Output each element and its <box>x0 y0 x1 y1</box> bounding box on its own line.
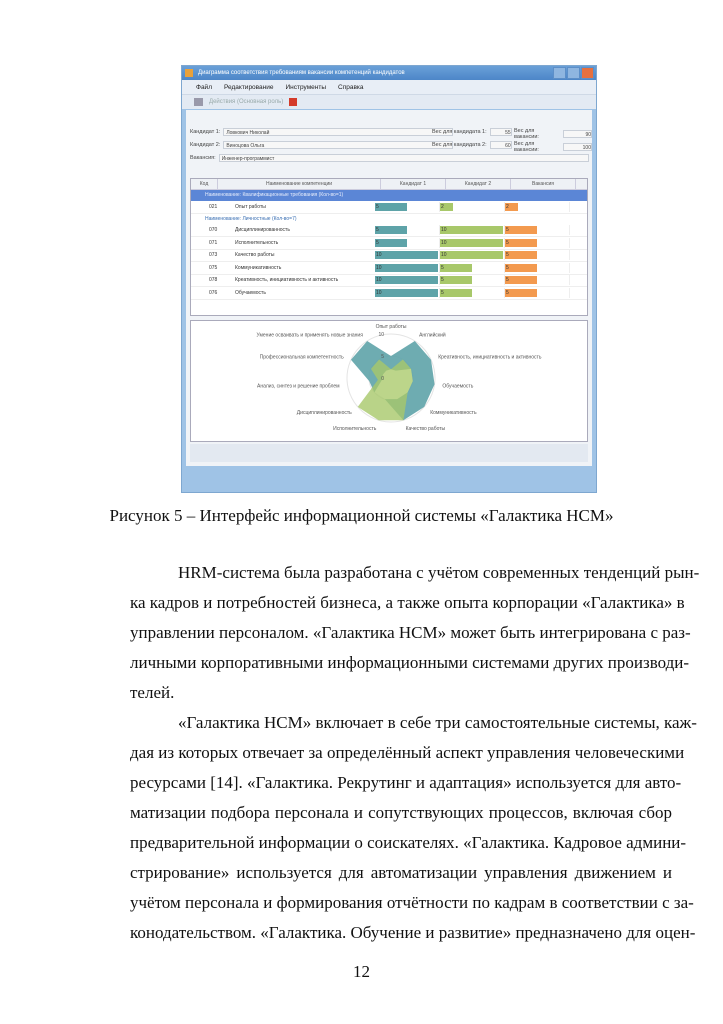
vacancy-field[interactable]: Инженер-программист <box>219 154 589 162</box>
value-bar-c1: 5 <box>375 226 407 234</box>
table-row[interactable] <box>191 237 587 250</box>
candidate2-label: Кандидат 2: <box>190 142 221 148</box>
cell-name: Коммуникативность <box>235 264 282 271</box>
cell-name: Опыт работы <box>235 203 266 210</box>
cell-code: 073 <box>209 252 218 259</box>
cell-code: 078 <box>209 277 218 284</box>
vacancy-weight2-field[interactable]: 100 <box>563 143 592 151</box>
value-bar-c1: 10 <box>375 264 438 272</box>
cell-name: Дисциплинированность <box>235 227 290 234</box>
value-bar-c2: 10 <box>440 239 503 247</box>
text-line: дая из которых отвечает за определённый аспект управления человеческими <box>130 743 685 762</box>
status-bar <box>190 444 588 462</box>
value-bar-c2: 10 <box>440 226 503 234</box>
cell-code: 071 <box>209 239 218 246</box>
value-bar-c1: 5 <box>375 203 407 211</box>
weight1-field[interactable]: 55 <box>490 128 512 136</box>
value-bar-v: 5 <box>505 264 537 272</box>
window-titlebar <box>182 66 596 80</box>
text-line: управлении персоналом. «Галактика HCM» может быть интегрирована с раз- <box>130 623 691 642</box>
value-bar-v: 5 <box>505 251 537 259</box>
value-bar-v: 5 <box>505 276 537 284</box>
text-line: ресурсами [14]. «Галактика. Рекрутинг и адаптация» используется для авто- <box>130 773 682 792</box>
radar-axis-label: Исполнительность <box>333 425 377 432</box>
radar-axis-label: Анализ, синтез и решение проблем <box>256 383 340 390</box>
cell-code: 021 <box>209 203 218 210</box>
menu-help[interactable]: Справка <box>338 83 364 91</box>
table-row[interactable] <box>191 262 587 275</box>
weight2-field[interactable]: 60 <box>490 141 512 149</box>
table-row[interactable] <box>191 275 587 288</box>
radar-axis-label: Качество работы <box>405 425 446 432</box>
cell-name: Исполнительность <box>235 239 279 246</box>
col-candidate2[interactable]: Кандидат 2 <box>446 179 511 189</box>
radar-axis-label: Коммуникативность <box>430 410 477 417</box>
vacancy-weight1-field[interactable]: 90 <box>563 130 592 138</box>
cell-code: 070 <box>209 227 218 234</box>
menu-tools[interactable]: Инструменты <box>285 83 327 91</box>
cell-code: 075 <box>209 264 218 271</box>
paragraph-1 <box>130 558 700 708</box>
value-bar-c2: 5 <box>440 289 472 297</box>
radar-axis-label: Умение осваивать и применять новые знания <box>256 332 363 339</box>
radar-tick-label: 10 <box>378 332 384 338</box>
print-icon[interactable] <box>194 98 203 106</box>
figure-caption: Рисунок 5 – Интерфейс информационной системы «Галактика HCM» <box>109 506 614 525</box>
value-bar-c2: 5 <box>440 264 472 272</box>
radar-axis-label: Дисциплинированность <box>296 410 352 417</box>
table-row[interactable] <box>191 287 587 300</box>
value-bar-c1: 10 <box>375 251 438 259</box>
group-row[interactable]: Наименование: Квалификационные требования (Кол-во=1) <box>191 190 587 201</box>
value-bar-v: 5 <box>505 239 537 247</box>
value-bar-c2: 2 <box>440 203 453 211</box>
radar-tick-label: 0 <box>381 376 384 382</box>
candidate1-label: Кандидат 1: <box>190 129 221 135</box>
cell-code: 076 <box>209 289 218 296</box>
radar-axis-label: Английский <box>419 332 446 339</box>
radar-axis-label: Креативность, инициативность и активность <box>438 354 542 361</box>
radar-chart <box>190 320 588 442</box>
app-icon <box>185 69 193 77</box>
col-candidate1[interactable]: Кандидат 1 <box>381 179 446 189</box>
delete-icon[interactable] <box>289 98 297 106</box>
minimize-button[interactable] <box>553 67 566 79</box>
menu-edit[interactable]: Редактирование <box>223 83 274 91</box>
radar-axis-label: Профессиональная компетентность <box>259 354 344 361</box>
value-bar-c1: 10 <box>375 289 438 297</box>
value-bar-v: 2 <box>505 203 518 211</box>
group-row[interactable]: Наименование: Личностные (Кол-во=7) <box>205 215 297 222</box>
competency-grid <box>190 178 588 316</box>
text-line: конодательством. «Галактика. Обучение и развитие» предназначено для оцен- <box>130 923 696 942</box>
vacancy-weight1-label: Вес для вакансии: <box>514 128 539 140</box>
text-line: учётом персонала и формирования отчётности по кадрам в соответствии с за- <box>130 893 694 912</box>
text-line: стрирование» используется для автоматизации управления движением и <box>130 863 672 882</box>
toolbar <box>182 94 596 109</box>
weight1-label: Вес для кандидата 1: <box>432 129 487 135</box>
value-bar-v: 5 <box>505 226 537 234</box>
value-bar-v: 5 <box>505 289 537 297</box>
table-row[interactable] <box>191 250 587 263</box>
vacancy-weight2-label: Вес для вакансии: <box>514 141 539 153</box>
candidate1-field[interactable]: Ловкович Николай <box>223 128 453 136</box>
actions-dropdown[interactable]: Действия (Основная роль) <box>209 99 284 105</box>
radar-tick-label: 5 <box>381 354 384 360</box>
embedded-screenshot <box>181 65 597 493</box>
maximize-button[interactable] <box>567 67 580 79</box>
value-bar-c1: 10 <box>375 276 438 284</box>
table-row[interactable] <box>191 225 587 238</box>
text-line: «Галактика HCM» включает в себе три самостоятельные системы, каж- <box>178 713 697 732</box>
value-bar-c2: 10 <box>440 251 503 259</box>
cell-name: Качество работы <box>235 252 275 259</box>
weight2-label: Вес для кандидата 2: <box>432 142 487 148</box>
menu-file[interactable]: Файл <box>196 83 212 91</box>
radar-axis-label: Обучаемость <box>442 383 474 390</box>
table-row[interactable] <box>191 201 587 214</box>
close-button[interactable] <box>581 67 594 79</box>
candidate2-field[interactable]: Виноцова Ольга <box>223 141 453 149</box>
value-bar-c1: 5 <box>375 239 407 247</box>
text-line: HRM-система была разработана с учётом современных тенденций рын- <box>178 563 700 582</box>
radar-axis-label: Опыт работы <box>375 324 407 331</box>
cell-name: Обучаемость <box>235 289 266 296</box>
paragraph-2 <box>130 708 697 948</box>
text-line: телей. <box>130 683 175 702</box>
menubar <box>182 80 596 94</box>
page-number: 12 <box>353 962 370 981</box>
vacancy-label: Вакансия: <box>190 155 216 161</box>
col-name[interactable]: Наименование компетенции <box>218 179 381 189</box>
cell-name: Креативность, инициативность и активность <box>235 277 339 284</box>
text-line: матизации подбора персонала и сопутствующих процессов, включая сбор <box>130 803 672 822</box>
col-code[interactable]: Код <box>191 179 218 189</box>
text-line: ка кадров и потребностей бизнеса, а также опыта корпорации «Галактика» в <box>130 593 685 612</box>
window-title: Диаграмма соответствия требованиям вакансии компетенций кандидатов <box>198 70 405 76</box>
col-vacancy[interactable]: Вакансия <box>511 179 576 189</box>
text-line: предварительной информации о соискателях. «Галактика. Кадровое админи- <box>130 833 687 852</box>
text-line: личными корпоративными информационными системами других производи- <box>130 653 690 672</box>
value-bar-c2: 5 <box>440 276 472 284</box>
